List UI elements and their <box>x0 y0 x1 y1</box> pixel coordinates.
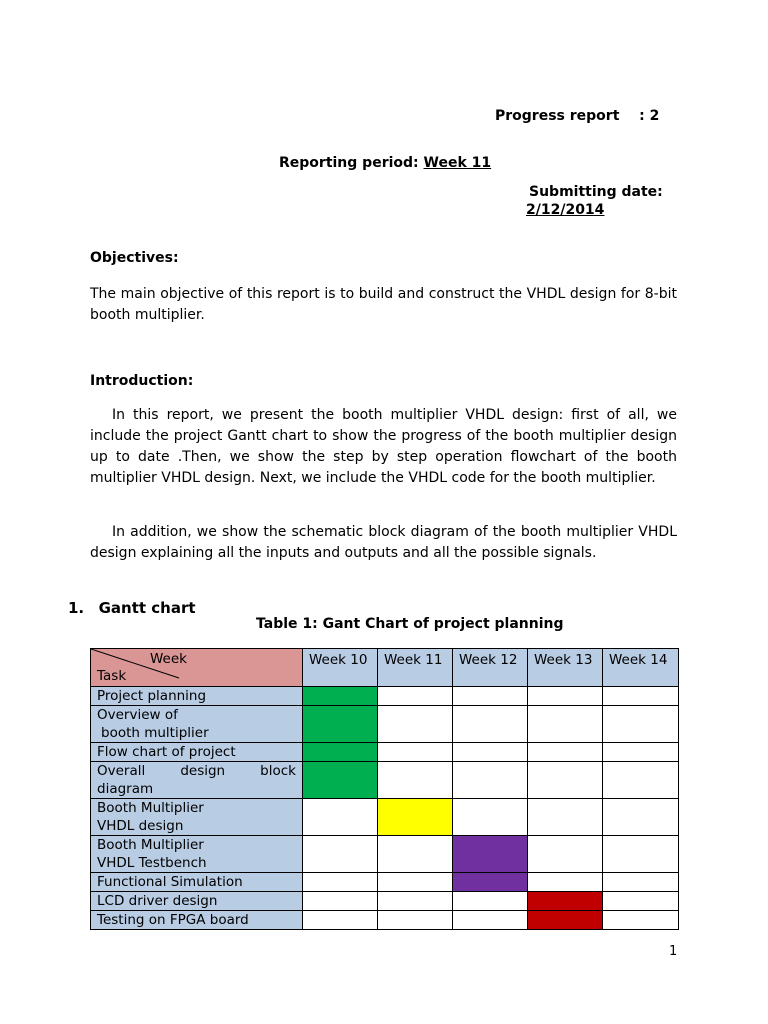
corner-week-label: Week <box>150 651 187 667</box>
gantt-empty-cell <box>453 706 528 743</box>
reporting-period-line <box>279 155 491 171</box>
task-booth-vhdl-testbench-line-2: VHDL Testbench <box>97 855 207 871</box>
gantt-empty-cell <box>603 836 679 873</box>
week-header-12: Week 12 <box>453 649 528 687</box>
gantt-chart-table <box>90 648 679 930</box>
table-row <box>91 743 679 762</box>
task-overview <box>91 706 303 743</box>
gantt-empty-cell <box>453 687 528 706</box>
table-row <box>91 892 679 911</box>
gantt-empty-cell <box>378 762 453 799</box>
task-overall-design-line-1 <box>97 762 296 780</box>
gantt-empty-cell <box>528 743 603 762</box>
gantt-empty-cell <box>528 706 603 743</box>
table-row <box>91 762 679 799</box>
gantt-empty-cell <box>603 762 679 799</box>
gantt-empty-cell <box>303 911 378 930</box>
gantt-empty-cell <box>603 911 679 930</box>
page-number: 1 <box>669 944 678 959</box>
table-caption: Table 1: Gant Chart of project planning <box>256 616 564 632</box>
task-flow-chart: Flow chart of project <box>91 743 303 762</box>
task-overall-design <box>91 762 303 799</box>
table-row <box>91 911 679 930</box>
section-1-number: 1. <box>68 599 85 617</box>
submitting-date-value: 2/12/2014 <box>526 202 605 218</box>
gantt-empty-cell <box>528 873 603 892</box>
table-row <box>91 873 679 892</box>
gantt-empty-cell <box>528 687 603 706</box>
gantt-header-row <box>91 649 679 687</box>
gantt-bar-cell <box>303 762 378 799</box>
submitting-date-label: Submitting date: <box>529 184 663 200</box>
gantt-bar-cell <box>303 687 378 706</box>
task-booth-vhdl-testbench-line-1: Booth Multiplier <box>97 837 204 853</box>
gantt-empty-cell <box>603 892 679 911</box>
task-lcd-driver: LCD driver design <box>91 892 303 911</box>
gantt-bar-cell <box>378 799 453 836</box>
task-booth-vhdl-design-line-1: Booth Multiplier <box>97 800 204 816</box>
table-row <box>91 687 679 706</box>
week-header-14: Week 14 <box>603 649 679 687</box>
task-functional-simulation: Functional Simulation <box>91 873 303 892</box>
gantt-empty-cell <box>603 873 679 892</box>
gantt-bar-cell <box>303 743 378 762</box>
gantt-empty-cell <box>378 873 453 892</box>
table-row <box>91 836 679 873</box>
task-word: block <box>260 763 296 779</box>
gantt-empty-cell <box>603 687 679 706</box>
gantt-empty-cell <box>453 911 528 930</box>
gantt-empty-cell <box>378 706 453 743</box>
gantt-empty-cell <box>378 836 453 873</box>
gantt-empty-cell <box>528 762 603 799</box>
gantt-empty-cell <box>528 799 603 836</box>
task-word: Overall <box>97 763 146 779</box>
task-booth-vhdl-design <box>91 799 303 836</box>
week-header-10: Week 10 <box>303 649 378 687</box>
gantt-empty-cell <box>378 892 453 911</box>
gantt-empty-cell <box>603 706 679 743</box>
gantt-corner-cell <box>91 649 303 687</box>
gantt-empty-cell <box>453 892 528 911</box>
gantt-empty-cell <box>303 873 378 892</box>
objectives-text: The main objective of this report is to build and construct the VHDL design for 8-bit booth multiplier. <box>90 286 677 323</box>
gantt-empty-cell <box>603 799 679 836</box>
section-1-title: Gantt chart <box>98 599 196 617</box>
week-header-11: Week 11 <box>378 649 453 687</box>
gantt-empty-cell <box>378 687 453 706</box>
task-booth-vhdl-design-line-2: VHDL design <box>97 818 184 834</box>
task-word: design <box>180 763 226 779</box>
gantt-empty-cell <box>303 836 378 873</box>
gantt-empty-cell <box>603 743 679 762</box>
task-project-planning: Project planning <box>91 687 303 706</box>
gantt-empty-cell <box>378 743 453 762</box>
task-booth-vhdl-testbench <box>91 836 303 873</box>
task-overview-line-1: Overview of <box>97 707 178 723</box>
gantt-bar-cell <box>303 706 378 743</box>
objectives-heading: Objectives: <box>90 250 179 266</box>
table-row <box>91 706 679 743</box>
gantt-empty-cell <box>528 836 603 873</box>
introduction-paragraph-2: In addition, we show the schematic block diagram of the booth multiplier VHDL design explaining all the inputs and outputs and all the possible signals. <box>90 524 677 561</box>
gantt-empty-cell <box>378 911 453 930</box>
table-row <box>91 799 679 836</box>
gantt-empty-cell <box>303 799 378 836</box>
gantt-bar-cell <box>453 836 528 873</box>
task-fpga-testing: Testing on FPGA board <box>91 911 303 930</box>
gantt-empty-cell <box>453 743 528 762</box>
progress-report-label: Progress report <box>495 108 620 124</box>
reporting-period-value: Week 11 <box>423 155 492 171</box>
gantt-bar-cell <box>453 873 528 892</box>
progress-report-value: : 2 <box>639 108 660 124</box>
gantt-empty-cell <box>303 892 378 911</box>
introduction-paragraph-1: In this report, we present the booth multiplier VHDL design: first of all, we include the project Gantt chart to show the progress of the booth multiplier design up to date .Then, we show the step by step operation flowchart of the booth multiplier VHDL design. Next, we include the VHDL code for the booth multiplier. <box>90 407 677 486</box>
section-1-heading <box>68 599 196 617</box>
progress-report-line <box>495 108 659 124</box>
introduction-heading: Introduction: <box>90 373 194 389</box>
week-header-13: Week 13 <box>528 649 603 687</box>
gantt-bar-cell <box>528 911 603 930</box>
gantt-bar-cell <box>528 892 603 911</box>
corner-task-label: Task <box>97 668 127 684</box>
gantt-empty-cell <box>453 762 528 799</box>
gantt-empty-cell <box>453 799 528 836</box>
reporting-period-label: Reporting period: <box>279 155 419 171</box>
task-overall-design-line-2: diagram <box>97 781 154 797</box>
task-overview-line-2: booth multiplier <box>101 725 209 741</box>
